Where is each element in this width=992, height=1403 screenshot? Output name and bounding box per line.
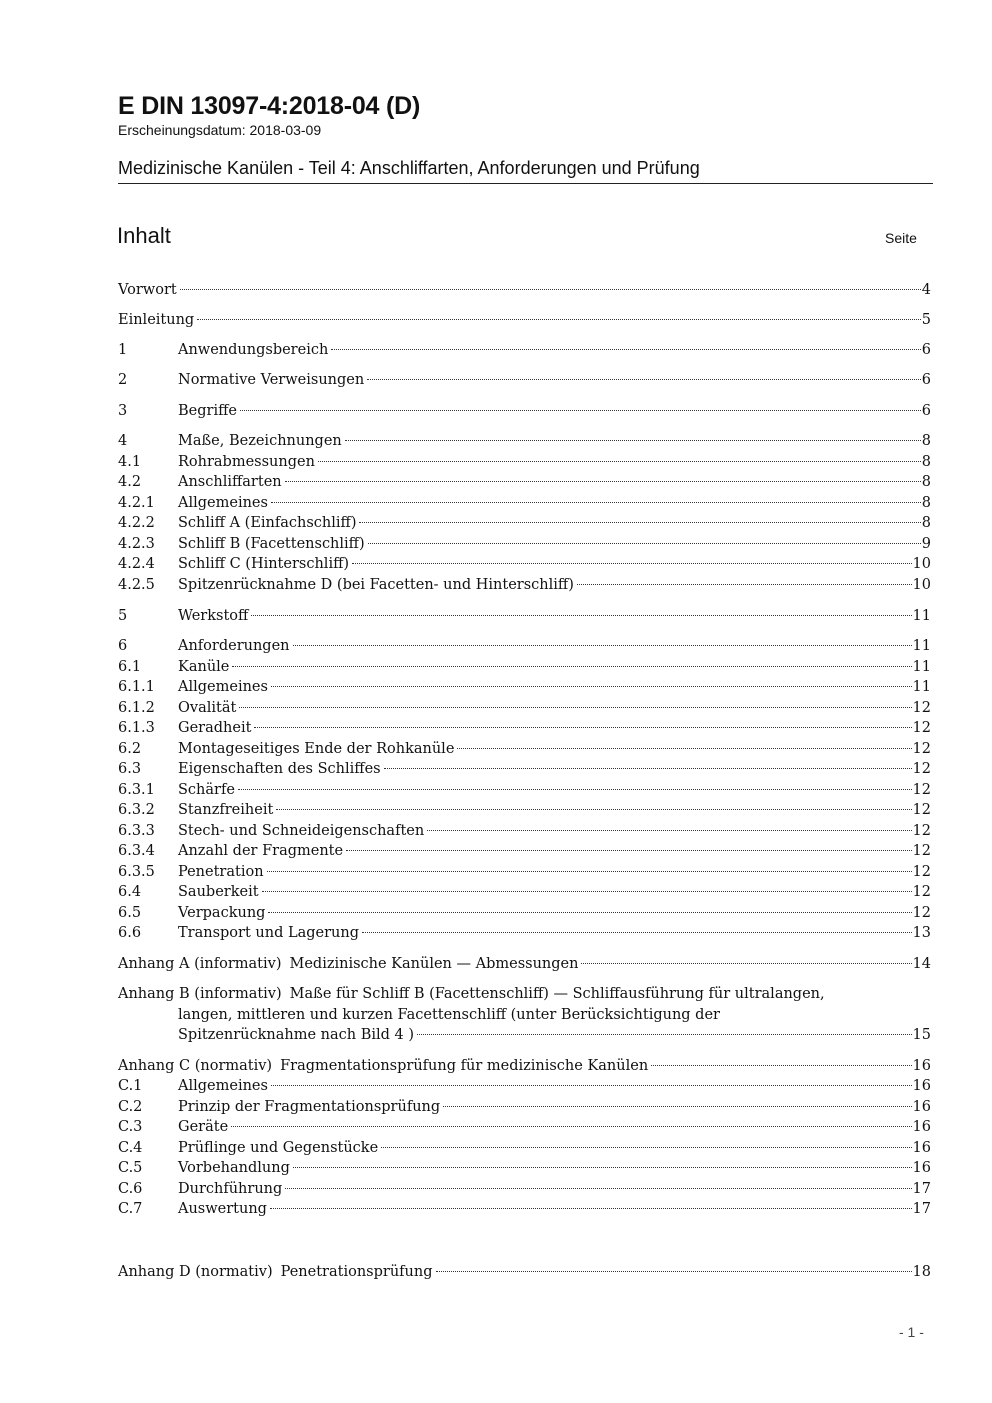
- dot-leader: [345, 440, 921, 441]
- toc-entry-c-1[interactable]: [118, 1076, 931, 1096]
- toc-entry-page: 17: [912, 1181, 931, 1197]
- toc-entry-number: 6.3.5: [118, 864, 155, 880]
- toc-entry-number: C.4: [118, 1140, 143, 1156]
- toc-entry-page: 18: [912, 1264, 931, 1280]
- toc-entry-number: 6: [118, 638, 128, 654]
- toc-entry-title: Werkstoff: [178, 608, 249, 624]
- toc-entry-5[interactable]: [118, 606, 931, 626]
- toc-entry-c-2[interactable]: [118, 1097, 931, 1117]
- dot-leader: [417, 1034, 912, 1035]
- toc-entry-page: 12: [912, 741, 931, 757]
- toc-entry-title: Maße für Schliff B (Facettenschliff) — Schliffausführung für ultralangen,: [289, 986, 825, 1002]
- toc-entry-c-4[interactable]: [118, 1138, 931, 1158]
- toc-entry-page: 8: [921, 454, 931, 470]
- toc-entry-number: 1: [118, 342, 128, 358]
- toc-entry-number: C.7: [118, 1201, 143, 1217]
- dot-leader: [384, 768, 912, 769]
- toc-entry-c-7[interactable]: [118, 1199, 931, 1219]
- toc-entry-4-2-4[interactable]: [118, 554, 931, 574]
- toc-entry-title: Anwendungsbereich: [178, 342, 329, 358]
- toc-entry-number: 5: [118, 608, 128, 624]
- toc-entry-page: 12: [912, 843, 931, 859]
- toc-entry-page: 11: [912, 659, 931, 675]
- toc-entry-number: 6.1: [118, 659, 142, 675]
- dot-leader: [239, 707, 911, 708]
- dot-leader: [457, 748, 911, 749]
- toc-entry-6-3-5[interactable]: [118, 862, 931, 882]
- toc-entry-6-1-3[interactable]: [118, 718, 931, 738]
- dot-leader: [276, 809, 911, 810]
- toc-entry-anhang-d[interactable]: [118, 1262, 931, 1282]
- toc-entry-number: 6.3: [118, 761, 142, 777]
- toc-entry-3[interactable]: [118, 401, 931, 421]
- toc-entry-4-2-5[interactable]: [118, 575, 931, 595]
- toc-entry-title: Allgemeines: [178, 495, 268, 511]
- toc-entry-einleitung[interactable]: [118, 310, 931, 330]
- dot-leader: [293, 645, 912, 646]
- toc-entry-title: Eigenschaften des Schliffes: [178, 761, 381, 777]
- toc-entry-4-2[interactable]: [118, 472, 931, 492]
- toc-entry-page: 12: [912, 700, 931, 716]
- dot-leader: [268, 912, 911, 913]
- dot-leader: [271, 502, 921, 503]
- dot-leader: [254, 727, 911, 728]
- toc-entry-anhang-b-line2: langen, mittleren und kurzen Facettenschliff (unter Berücksichtigung der: [178, 1007, 720, 1023]
- toc-entry-vorwort[interactable]: [118, 280, 931, 300]
- toc-entry-page: 12: [912, 823, 931, 839]
- toc-entry-number: 6.2: [118, 741, 142, 757]
- toc-entry-4-2-1[interactable]: [118, 493, 931, 513]
- toc-entry-number: 4.2.4: [118, 556, 155, 572]
- dot-leader: [251, 615, 911, 616]
- toc-entry-title: Geradheit: [178, 720, 252, 736]
- toc-entry-number: C.6: [118, 1181, 143, 1197]
- toc-entry-4-1[interactable]: [118, 452, 931, 472]
- toc-entry-page: 16: [912, 1140, 931, 1156]
- toc-entry-page: 12: [912, 802, 931, 818]
- toc-entry-6-3-1[interactable]: [118, 780, 931, 800]
- toc-entry-title: Anzahl der Fragmente: [178, 843, 344, 859]
- toc-entry-page: 16: [912, 1119, 931, 1135]
- publication-date: Erscheinungsdatum: 2018-03-09: [118, 122, 322, 138]
- toc-entry-6-3[interactable]: [118, 759, 931, 779]
- toc-entry-title-cont: Spitzenrücknahme nach Bild 4 ): [178, 1027, 415, 1043]
- toc-entry-page: 6: [921, 342, 931, 358]
- toc-entry-number: 4.1: [118, 454, 142, 470]
- toc-entry-6-2[interactable]: [118, 739, 931, 759]
- dot-leader: [232, 666, 911, 667]
- toc-page-column-label: Seite: [885, 230, 917, 246]
- toc-entry-title: Vorbehandlung: [178, 1160, 290, 1176]
- toc-entry-1[interactable]: [118, 340, 931, 360]
- toc-entry-page: 5: [921, 312, 931, 328]
- dot-leader: [352, 563, 912, 564]
- toc-entry-page: 6: [921, 372, 931, 388]
- dot-leader: [436, 1271, 912, 1272]
- toc-entry-title: Allgemeines: [178, 1078, 268, 1094]
- document-title: Medizinische Kanülen - Teil 4: Anschliffarten, Anforderungen und Prüfung: [118, 158, 933, 184]
- dot-leader: [270, 1208, 912, 1209]
- toc-entry-title: Geräte: [178, 1119, 229, 1135]
- toc-entry-page: 12: [912, 720, 931, 736]
- toc-entry-number: 6.6: [118, 925, 142, 941]
- toc-entry-page: 8: [921, 495, 931, 511]
- toc-entry-title: Spitzenrücknahme D (bei Facetten- und Hinterschliff): [178, 577, 574, 593]
- toc-entry-page: 12: [912, 905, 931, 921]
- toc-entry-page: 16: [912, 1160, 931, 1176]
- dot-leader: [180, 289, 921, 290]
- dot-leader: [368, 543, 921, 544]
- toc-entry-page: 16: [912, 1058, 931, 1074]
- toc-entry-page: 4: [921, 282, 931, 298]
- toc-entry-2[interactable]: [118, 370, 931, 390]
- toc-entry-title: Allgemeines: [178, 679, 268, 695]
- toc-entry-6-5[interactable]: [118, 903, 931, 923]
- toc-entry-number: 4: [118, 433, 128, 449]
- standard-id: E DIN 13097-4:2018-04 (D): [118, 92, 421, 120]
- toc-entry-page: 17: [912, 1201, 931, 1217]
- toc-entry-number: 6.5: [118, 905, 142, 921]
- toc-entry-page: 12: [912, 884, 931, 900]
- toc-entry-page: 12: [912, 782, 931, 798]
- toc-entry-6-3-4[interactable]: [118, 841, 931, 861]
- toc-entry-page: 11: [912, 679, 931, 695]
- toc-entry-title: Transport und Lagerung: [178, 925, 360, 941]
- toc-entry-number: 6.1.3: [118, 720, 155, 736]
- toc-entry-title: Kanüle: [178, 659, 230, 675]
- toc-entry-4-2-2[interactable]: [118, 513, 931, 533]
- toc-entry-title: Auswertung: [178, 1201, 267, 1217]
- dot-leader: [346, 850, 911, 851]
- toc-entry-4-2-3[interactable]: [118, 534, 931, 554]
- toc-entry-number: 6.4: [118, 884, 142, 900]
- dot-leader: [271, 1085, 912, 1086]
- toc-entry-page: 9: [921, 536, 931, 552]
- dot-leader: [285, 481, 921, 482]
- dot-leader: [267, 871, 912, 872]
- toc-entry-title: Durchführung: [178, 1181, 283, 1197]
- dot-leader: [581, 963, 911, 964]
- toc-entry-title: Rohrabmessungen: [178, 454, 315, 470]
- toc-entry-number: 3: [118, 403, 128, 419]
- toc-entry-number: Anhang D (normativ): [118, 1264, 273, 1280]
- toc-entry-anhang-c[interactable]: [118, 1056, 931, 1076]
- toc-entry-number: Anhang B (informativ): [118, 986, 282, 1002]
- toc-entry-6-3-3[interactable]: [118, 821, 931, 841]
- toc-entry-title: Schärfe: [178, 782, 235, 798]
- toc-entry-label: Vorwort: [118, 282, 177, 298]
- toc-entry-6-3-2[interactable]: [118, 800, 931, 820]
- dot-leader: [331, 349, 920, 350]
- dot-leader: [231, 1126, 911, 1127]
- toc-entry-4[interactable]: [118, 431, 931, 451]
- toc-entry-number: 4.2.5: [118, 577, 155, 593]
- toc-entry-page: 14: [912, 956, 931, 972]
- toc-entry-title: Anforderungen: [178, 638, 290, 654]
- toc-entry-number: 6.1.1: [118, 679, 155, 695]
- toc-entry-title: Anschliffarten: [178, 474, 282, 490]
- toc-entry-number: 6.3.2: [118, 802, 155, 818]
- toc-entry-title: Schliff B (Facettenschliff): [178, 536, 365, 552]
- toc-entry-number: 6.3.4: [118, 843, 155, 859]
- toc-entry-number: C.1: [118, 1078, 143, 1094]
- toc-entry-page: 12: [912, 864, 931, 880]
- toc-entry-title: Ovalität: [178, 700, 237, 716]
- toc-entry-title: Sauberkeit: [178, 884, 259, 900]
- toc-entry-number: 6.3.1: [118, 782, 155, 798]
- toc-entry-number: C.5: [118, 1160, 143, 1176]
- toc-entry-page: 16: [912, 1078, 931, 1094]
- dot-leader: [359, 522, 920, 523]
- toc-entry-title: Stanzfreiheit: [178, 802, 274, 818]
- toc-entry-title: Schliff A (Einfachschliff): [178, 515, 357, 531]
- toc-entry-number: 6.1.2: [118, 700, 155, 716]
- toc-entry-page: 6: [921, 403, 931, 419]
- toc-entry-title: Normative Verweisungen: [178, 372, 365, 388]
- toc-entry-number: Anhang A (informativ): [118, 956, 282, 972]
- dot-leader: [443, 1106, 911, 1107]
- dot-leader: [197, 319, 921, 320]
- toc-entry-title: Penetration: [178, 864, 264, 880]
- dot-leader: [293, 1167, 912, 1168]
- toc-entry-number: 4.2.2: [118, 515, 155, 531]
- toc-entry-anhang-b[interactable]: [118, 984, 931, 1004]
- toc-entry-label: Einleitung: [118, 312, 195, 328]
- dot-leader: [262, 891, 912, 892]
- toc-entry-number: Anhang C (normativ): [118, 1058, 273, 1074]
- toc-entry-page: 8: [921, 515, 931, 531]
- toc-entry-page: 11: [912, 608, 931, 624]
- toc-entry-page: 13: [912, 925, 931, 941]
- toc-entry-6-1-1[interactable]: [118, 677, 931, 697]
- toc-entry-title: Prüflinge und Gegenstücke: [178, 1140, 379, 1156]
- dot-leader: [240, 410, 921, 411]
- dot-leader: [285, 1188, 911, 1189]
- dot-leader: [238, 789, 912, 790]
- toc-entry-title: Maße, Bezeichnungen: [178, 433, 342, 449]
- dot-leader: [651, 1065, 911, 1066]
- dot-leader: [577, 584, 912, 585]
- toc-entry-page: 15: [912, 1027, 931, 1043]
- dot-leader: [367, 379, 921, 380]
- toc-entry-c-6[interactable]: [118, 1179, 931, 1199]
- toc-entry-6-4[interactable]: [118, 882, 931, 902]
- toc-entry-page: 16: [912, 1099, 931, 1115]
- toc-entry-title: Begriffe: [178, 403, 237, 419]
- toc-entry-title: Verpackung: [178, 905, 266, 921]
- toc-entry-6[interactable]: [118, 636, 931, 656]
- toc-entry-title: Stech- und Schneideigenschaften: [178, 823, 425, 839]
- toc-entry-6-6[interactable]: [118, 923, 931, 943]
- toc-entry-title: Medizinische Kanülen — Abmessungen: [289, 956, 579, 972]
- page-number: - 1 -: [899, 1324, 924, 1340]
- toc-entry-page: 12: [912, 761, 931, 777]
- toc-entry-number: 6.3.3: [118, 823, 155, 839]
- toc-entry-page: 10: [912, 577, 931, 593]
- toc-heading: Inhalt: [117, 223, 171, 248]
- toc-entry-number: C.3: [118, 1119, 143, 1135]
- toc-entry-number: 4.2.3: [118, 536, 155, 552]
- toc-entry-number: C.2: [118, 1099, 143, 1115]
- dot-leader: [318, 461, 921, 462]
- toc-entry-anhang-a[interactable]: [118, 954, 931, 974]
- toc-entry-6-1[interactable]: [118, 657, 931, 677]
- dot-leader: [271, 686, 912, 687]
- toc-entry-title: Fragmentationsprüfung für medizinische Kanülen: [280, 1058, 649, 1074]
- toc-entry-anhang-b-line3[interactable]: [178, 1025, 931, 1045]
- toc-entry-number: 4.2: [118, 474, 142, 490]
- toc-entry-title: Prinzip der Fragmentationsprüfung: [178, 1099, 441, 1115]
- toc-entry-c-5[interactable]: [118, 1158, 931, 1178]
- toc-entry-page: 11: [912, 638, 931, 654]
- toc-entry-page: 10: [912, 556, 931, 572]
- toc-entry-title: Montageseitiges Ende der Rohkanüle: [178, 741, 455, 757]
- toc-entry-number: 4.2.1: [118, 495, 155, 511]
- dot-leader: [381, 1147, 911, 1148]
- toc-entry-page: 8: [921, 474, 931, 490]
- toc-entry-number: 2: [118, 372, 128, 388]
- toc-entry-title: Penetrationsprüfung: [280, 1264, 433, 1280]
- dot-leader: [362, 932, 912, 933]
- toc-entry-page: 8: [921, 433, 931, 449]
- toc-entry-c-3[interactable]: [118, 1117, 931, 1137]
- toc-entry-title: Schliff C (Hinterschliff): [178, 556, 350, 572]
- toc-entry-6-1-2[interactable]: [118, 698, 931, 718]
- dot-leader: [427, 830, 911, 831]
